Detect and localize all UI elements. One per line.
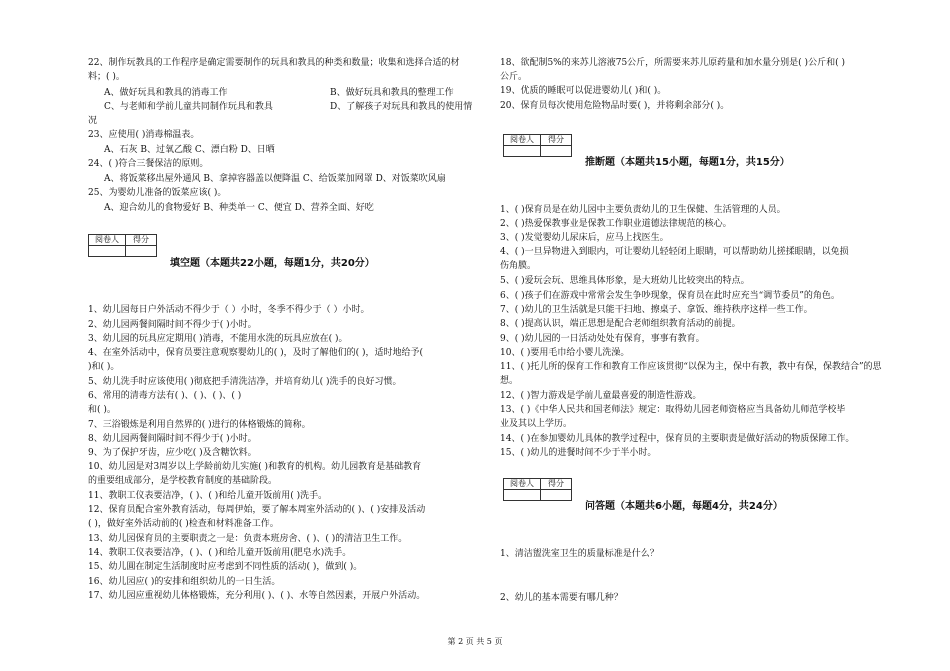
fill-item: 3、幼儿园的玩具应定期用( )消毒，不能用水洗的玩具应放在( )。	[88, 334, 348, 344]
fill-item: 16、幼儿园应( )的安排和组织幼儿的一日生活。	[88, 577, 281, 587]
reviewer-cell[interactable]	[504, 146, 541, 157]
mc-options-24: A、将饭菜移出屋外通风 B、拿掉容器盖以便降温 C、给饭菜加网罩 D、对饭菜吹风扇	[104, 174, 446, 184]
fill-item: 13、幼儿园保育员的主要职责之一是：负责本班房舍、( )、( )的清洁卫生工作。	[88, 534, 408, 544]
judge-item: 11、( )托儿所的保育工作和教育工作应该贯彻“以保为主，保中有教，教中有保，保教结合”的思	[500, 362, 882, 372]
judge-item: 10、( )要用毛巾给小婴儿洗澡。	[500, 348, 630, 358]
page-number: 第 2 页 共 5 页	[447, 637, 503, 646]
score-box-qa	[503, 478, 572, 501]
score-cell[interactable]	[541, 146, 572, 157]
fill-item: 2、幼儿园两餐间隔时间不得少于( )小时。	[88, 320, 257, 330]
judge-item: 15、( )幼儿的进餐时间不少于半小时。	[500, 448, 657, 458]
mc-option: B、做好玩具和教具的整理工作	[330, 88, 454, 98]
fill-item-cont: 公斤。	[500, 72, 528, 82]
mc-option: D、了解孩子对玩具和教具的使用情	[330, 102, 473, 112]
fill-item: 12、保育员配合室外教育活动，每周伊始，要了解本周室外活动的( )、( )安排及活动	[88, 505, 426, 515]
judge-item: 3、( )发觉婴幼儿尿床后，应马上找医生。	[500, 233, 669, 243]
reviewer-label: 阅卷人	[504, 135, 541, 146]
judge-item-cont: 业及其以上学历。	[500, 419, 573, 429]
judge-item: 5、( )爱玩会玩、思维具体形象，是大班幼儿比较突出的特点。	[500, 276, 750, 286]
fill-item: 17、幼儿园应重视幼儿体格锻炼，充分利用( )、( )、水等自然因素，开展户外活动。	[88, 591, 426, 601]
fill-item: 11、教职工仪表要洁净，( )、( )和给儿童开饭前用( )洗手。	[88, 491, 328, 501]
fill-item-cont: 的重要组成部分，是学校教育制度的基础阶段。	[88, 476, 278, 486]
score-box-fill	[88, 234, 157, 257]
score-cell[interactable]	[541, 490, 572, 501]
mc-question-24: 24、( )符合三餐保洁的原则。	[88, 159, 209, 169]
fill-item: 6、常用的清毒方法有( )、( )、( )、( )	[88, 391, 242, 401]
judge-item: 7、( )幼儿的卫生活就是只能干扫地、擦桌子、拿饭、维持秩序这样一些工作。	[500, 305, 813, 315]
mc-question-23: 23、应使用( )消毒棉温表。	[88, 130, 200, 140]
fill-item-cont: ( )，做好室外活动前的( )检查和材料准备工作。	[88, 519, 279, 529]
fill-item: 7、三浴锻炼是利用自然界的( )进行的体格锻炼的简称。	[88, 420, 311, 430]
fill-item: 20、保育员每次使用危险物品时要( )，并将剩余部分( )。	[500, 101, 730, 111]
judge-item: 14、( )在参加婴幼儿具体的教学过程中，保育员的主要职责是做好活动的物质保障工作。	[500, 434, 855, 444]
judge-item: 8、( )提高认识，端正思想是配合老师组织教育活动的前提。	[500, 319, 741, 329]
mc-options-23: A、石灰 B、过氧乙酸 C、漂白粉 D、日晒	[104, 145, 275, 155]
reviewer-label: 阅卷人	[89, 235, 126, 246]
judge-item: 1、( )保育员是在幼儿园中主要负责幼儿的卫生保健、生活管理的人员。	[500, 205, 786, 215]
score-label: 得分	[541, 479, 572, 490]
qa-item: 2、幼儿的基本需要有哪几种？	[500, 593, 623, 603]
judge-section-title: 推断题（本题共15小题，每题1分，共15分）	[585, 157, 790, 168]
fill-item: 19、优质的睡眠可以促进婴幼儿( )和( )。	[500, 86, 667, 96]
fill-item: 4、在室外活动中，保育员要注意观察婴幼儿的( )，及时了解他们的( )，适时地给予(	[88, 348, 424, 358]
score-label: 得分	[126, 235, 157, 246]
score-box-judge	[503, 134, 572, 157]
mc-option-cont: 况	[88, 116, 98, 126]
fill-item: 18、欲配制5%的来苏儿溶液75公斤，所需要来苏儿原药量和加水量分别是( )公斤和( )	[500, 58, 845, 68]
mc-option: C、与老师和学前儿童共同制作玩具和教具	[104, 102, 273, 112]
fill-item-cont: )和( )。	[88, 362, 120, 372]
fill-item: 15、幼儿圓在制定生活制度时应考虑到不同性质的活动( )，做到( )。	[88, 562, 363, 572]
fill-item: 5、幼儿洗手时应该使用( )彻底把手清洗洁净，并培育幼儿( )洗手的良好习惯。	[88, 377, 402, 387]
judge-item: 13、( )《中华人民共和国老师法》规定：取得幼儿园老师资格应当具备幼儿师范学校毕	[500, 405, 846, 415]
qa-section-title: 问答题（本题共6小题，每题4分，共24分）	[585, 501, 783, 512]
qa-item: 1、清洁盥洗室卫生的质量标准是什么？	[500, 549, 659, 559]
score-cell[interactable]	[126, 246, 157, 257]
fill-item: 10、幼儿园是对3周岁以上学龄前幼儿实施( )和教育的机构。幼儿园教育是基础教育	[88, 462, 422, 472]
reviewer-cell[interactable]	[504, 490, 541, 501]
fill-item-cont: 和( )。	[88, 405, 116, 415]
reviewer-label: 阅卷人	[504, 479, 541, 490]
mc-question-25: 25、为婴幼儿准备的饭菜应该( )。	[88, 188, 227, 198]
mc-option: A、做好玩具和教具的消毒工作	[104, 88, 228, 98]
fill-item: 1、幼儿园每日户外活动不得少于（ ）小时，冬季不得少于（ ）小时。	[88, 305, 370, 315]
mc-question-22-cont: 料；( )。	[88, 72, 125, 82]
judge-item: 2、( )热爱保教事业是保教工作职业道德法律规范的核心。	[500, 219, 732, 229]
judge-item: 4、( )一旦异物进入到眼内，可让婴幼儿轻轻闭上眼睛，可以帮助幼儿搓揉眼睛，以免损	[500, 247, 849, 257]
judge-item-cont: 伤角膜。	[500, 261, 537, 271]
fill-item: 8、幼儿园两餐间隔时间不得少于( )小时。	[88, 434, 257, 444]
judge-item: 6、( )孩子们在游戏中常常会发生争吵现象，保育员在此时应充当“调节委员”的角色。	[500, 291, 840, 301]
fill-item: 14、教职工仪表要洁净，( )、( )和给儿童开饭前用(肥皂水)洗手。	[88, 548, 352, 558]
fill-section-title: 填空题（本题共22小题，每题1分，共20分）	[170, 258, 375, 269]
score-label: 得分	[541, 135, 572, 146]
mc-options-25: A、迎合幼儿的食物爱好 B、种类单一 C、便宜 D、营养全面、好吃	[104, 203, 374, 213]
mc-question-22: 22、制作玩教具的工作程序是确定需要制作的玩具和教具的种类和数量；收集和选择合适的材	[88, 58, 460, 68]
fill-item: 9、为了保护牙齿，应少吃( )及含糖饮料。	[88, 448, 257, 458]
judge-item: 12、( )智力游戏是学前儿童最喜爱的制造性游戏。	[500, 391, 702, 401]
reviewer-cell[interactable]	[89, 246, 126, 257]
judge-item: 9、( )幼儿园的一日活动处处有保育，事事有教育。	[500, 334, 705, 344]
judge-item-cont: 想。	[500, 376, 519, 386]
